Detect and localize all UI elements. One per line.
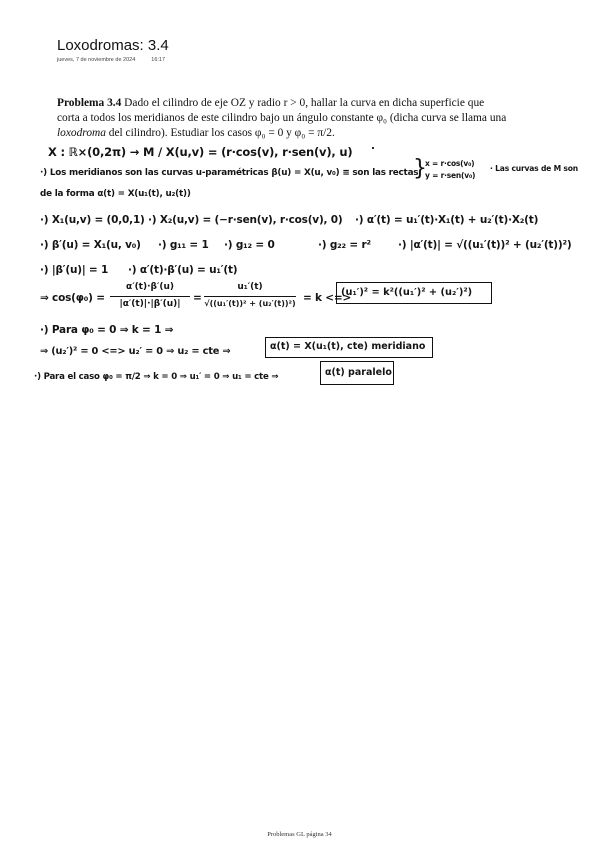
note-case-half-pi: ·) Para el caso φ₀ = π/2 ⇒ k = 0 ⇒ u₁′ = 0 ⇒ u₁ = cte ⇒	[34, 372, 279, 382]
frac1-bar	[110, 296, 190, 297]
note-cos-lhs: ⇒ cos(φ₀) =	[40, 292, 105, 304]
note-meridians: ·) Los meridianos son las curvas u-paramétricas β(u) = X(u, v₀) ≡ son las rectas	[40, 168, 419, 178]
note-g12: ·) g₁₂ = 0	[224, 239, 275, 251]
problem-line-3	[57, 126, 583, 141]
boxed-result-meridian: α(t) = X(u₁(t), cte) meridiano	[265, 337, 433, 358]
problem-text-3: del cilindro). Estudiar los casos φ₀ = 0 y φ₀ = π/2.	[105, 127, 335, 139]
problem-line-1	[57, 96, 583, 111]
note-curve-form: de la forma α(t) = X(u₁(t), u₂(t))	[40, 189, 191, 199]
frac2-denominator: √((u₁′(t))² + (u₂′(t))²)	[204, 299, 296, 308]
frac1-denominator: |α′(t)|·|β′(u)|	[119, 299, 181, 309]
note-beta-prime: ·) β′(u) = X₁(u, v₀)	[40, 239, 141, 251]
note-alpha-norm: ·) |α′(t)| = √((u₁′(t))² + (u₂′(t))²)	[398, 239, 572, 251]
note-cos-eq: =	[193, 292, 202, 304]
note-beta-norm: ·) |β′(u)| = 1	[40, 264, 109, 276]
note-alpha-prime: ·) α′(t) = u₁′(t)·X₁(t) + u₂′(t)·X₂(t)	[355, 214, 539, 226]
problem-text-1: Dado el cilindro de eje OZ y radio r > 0, hallar la curva en dicha superficie que	[121, 97, 485, 109]
date-text: jueves, 7 de noviembre de 2024	[57, 57, 136, 63]
note-parametrization: X : ℝ×(0,2π) → M / X(u,v) = (r·cos(v), r·sen(v), u)	[48, 145, 353, 159]
problem-line-2: corta a todos los meridianos de este cilindro bajo un ángulo constante φ₀ (dicha curva se llama una	[57, 112, 507, 124]
time-text: 16:17	[151, 57, 166, 63]
note-case-zero: ·) Para φ₀ = 0 ⇒ k = 1 ⇒	[40, 324, 174, 336]
date-line	[57, 57, 165, 63]
note-X1: ·) X₁(u,v) = (0,0,1)	[40, 214, 145, 226]
problem-statement	[57, 96, 583, 141]
note-dot: .	[371, 140, 375, 152]
note-system-y: y = r·sen(v₀)	[425, 171, 476, 180]
page-footer: Problemas GL página 34	[267, 831, 332, 838]
note-dot-product: ·) α′(t)·β′(u) = u₁′(t)	[128, 264, 238, 276]
note-X2: ·) X₂(u,v) = (−r·sen(v), r·cos(v), 0)	[148, 214, 343, 226]
problem-italic-term: loxodroma	[57, 127, 106, 139]
frac2-numerator: u₁′(t)	[237, 282, 263, 292]
frac2-bar	[204, 296, 296, 297]
page-title: Loxodromas: 3.4	[57, 37, 169, 54]
note-case-zero-result: ⇒ (u₂′)² = 0 <=> u₂′ = 0 ⇒ u₂ = cte ⇒	[40, 346, 231, 357]
note-system-x: x = r·cos(v₀)	[425, 159, 475, 168]
note-curves-of-M: · Las curvas de M son	[490, 164, 578, 173]
note-g11: ·) g₁₁ = 1	[158, 239, 209, 251]
frac1-numerator: α′(t)·β′(u)	[126, 282, 174, 292]
problem-label: Problema 3.4	[57, 97, 122, 109]
note-cos-rhs: = k <=>	[303, 292, 352, 304]
boxed-result-parallel: α(t) paralelo	[320, 361, 394, 385]
system-brace: }	[413, 156, 427, 181]
note-g22: ·) g₂₂ = r²	[318, 239, 371, 251]
boxed-result-1: (u₁′)² = k²((u₁′)² + (u₂′)²)	[336, 282, 492, 304]
